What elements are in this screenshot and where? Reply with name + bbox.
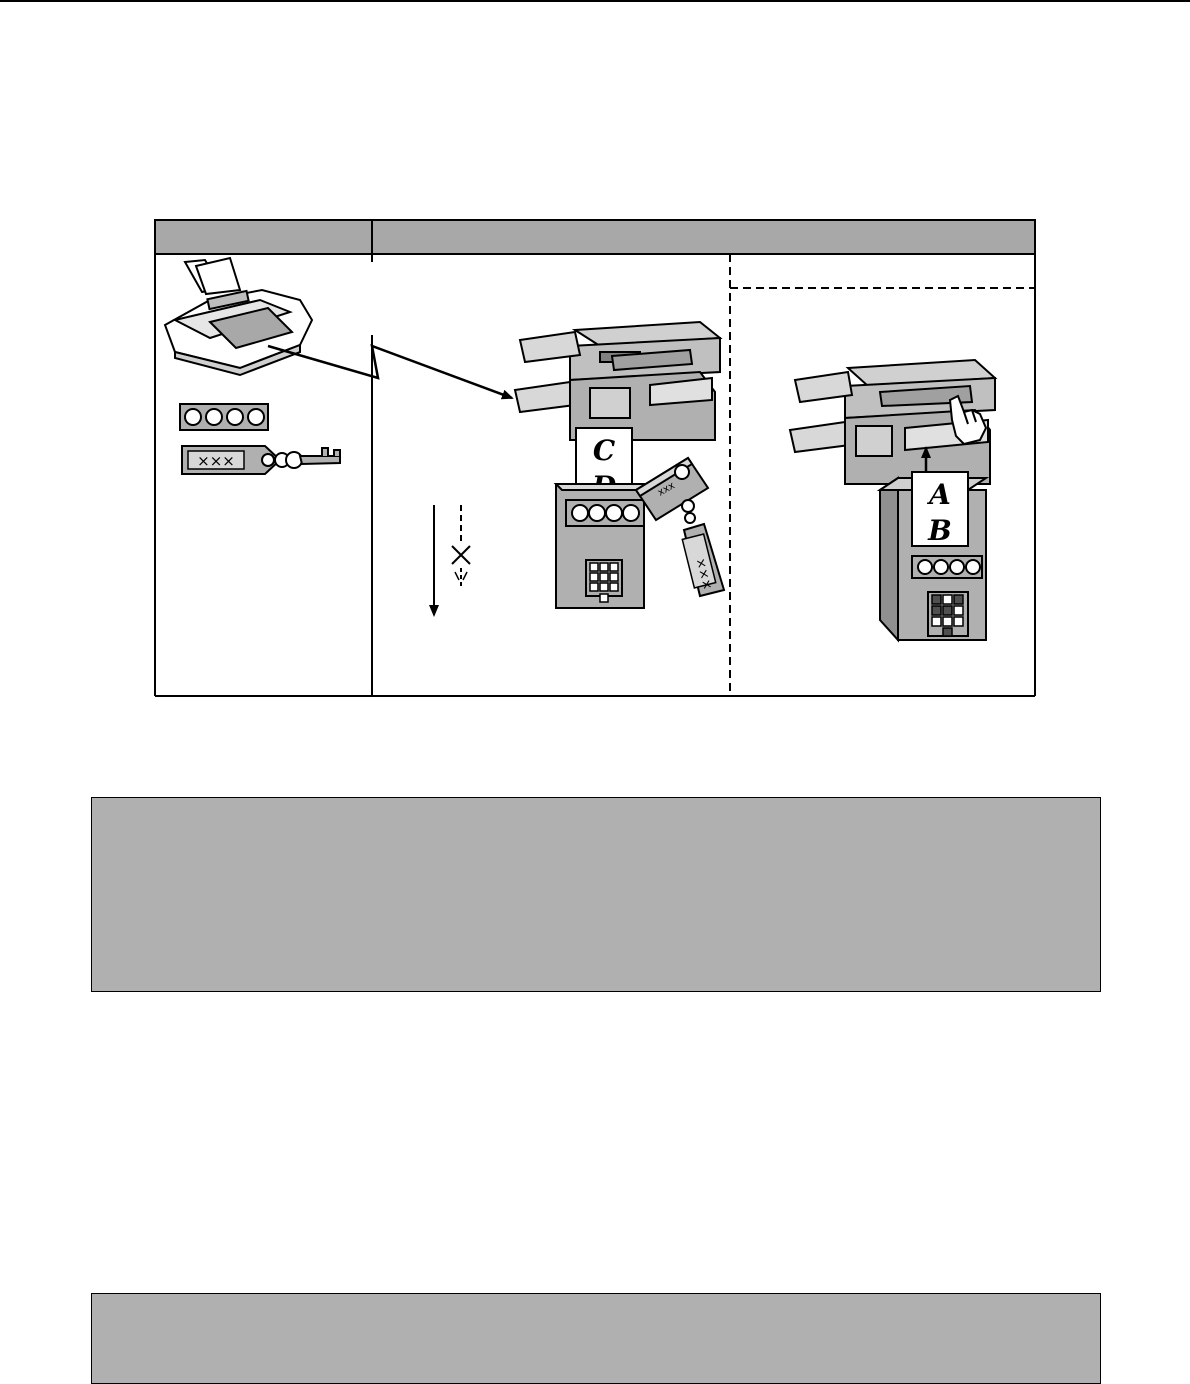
transmission-arrow [268,346,512,398]
retrieved-letter-1: A [929,478,951,511]
confidential-mailbox-middle [556,484,650,608]
retrieved-document [912,472,968,547]
table-header-row [155,220,1035,254]
note-panel-1 [91,797,1101,992]
key-card [636,458,724,596]
sender-tag-text: ××× [197,452,235,470]
received-letter-1: C [592,434,616,467]
receiving-copier [515,322,720,440]
note-panel-2 [91,1293,1101,1384]
hanging-tag-text: ××× [692,556,715,592]
sender-key-tag [182,446,340,474]
flow-arrows [434,505,470,615]
sender-fax-machine [165,258,312,375]
sender-code-boxes [180,404,268,430]
retrieved-letter-2: B [928,514,952,547]
key-card-text: xxx [656,480,677,499]
